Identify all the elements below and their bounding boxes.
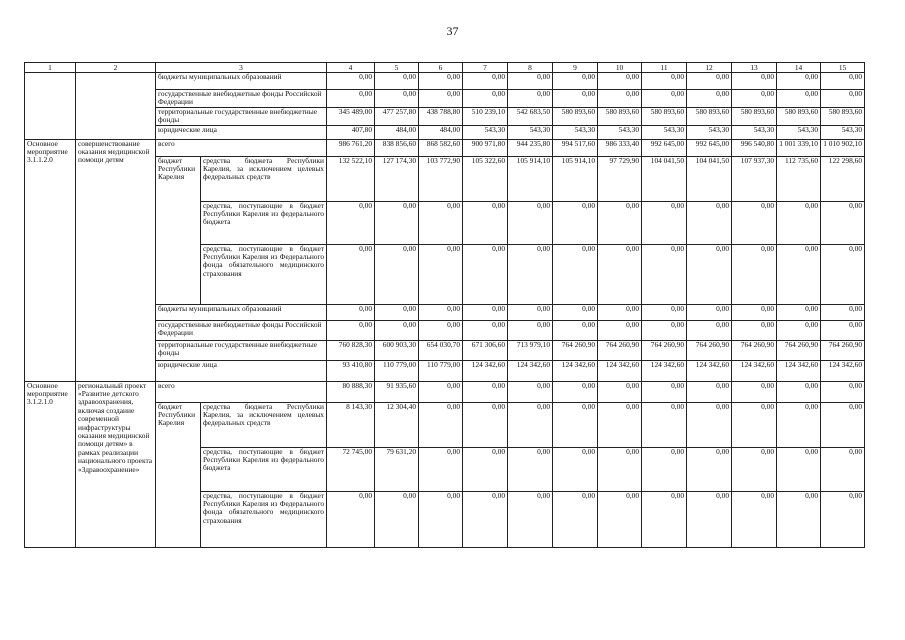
value-cell: 0,00 [687,90,732,108]
value-cell: 0,00 [419,402,463,447]
value-cell: 986 761,20 [327,139,375,156]
value-cell: 0,00 [598,402,642,447]
value-cell: 713 979,10 [508,340,553,360]
value-cell: 0,00 [777,201,821,244]
value-cell: 0,00 [463,304,508,320]
value-cell: 992 645,00 [687,139,732,156]
column-number: 1 [25,63,76,73]
value-cell: 0,00 [508,447,553,491]
value-cell: 543,30 [687,125,732,139]
value-cell: 0,00 [777,447,821,491]
value-cell: 0,00 [508,73,553,90]
value-cell: 104 041,50 [642,156,687,201]
value-cell: 543,30 [553,125,598,139]
value-cell: 91 935,60 [375,381,419,402]
value-cell: 543,30 [598,125,642,139]
value-cell: 0,00 [327,90,375,108]
value-cell: 0,00 [375,244,419,304]
value-cell: 0,00 [777,304,821,320]
value-cell: 12 304,40 [375,402,419,447]
column-number: 12 [687,63,732,73]
value-cell: 0,00 [821,402,865,447]
value-cell: 105 914,10 [553,156,598,201]
value-cell: 0,00 [463,90,508,108]
value-cell: 580 893,60 [642,107,687,125]
funding-source-label: государственные внебюджетные фонды Российской Федерации [156,90,327,108]
value-cell: 0,00 [777,491,821,547]
value-cell: 838 856,60 [375,139,419,156]
value-cell: 0,00 [732,320,777,340]
column-number: 6 [419,63,463,73]
value-cell: 0,00 [777,73,821,90]
value-cell: 0,00 [732,201,777,244]
value-cell: 105 322,60 [463,156,508,201]
value-cell: 0,00 [553,244,598,304]
value-cell: 107 937,30 [732,156,777,201]
value-cell: 0,00 [508,304,553,320]
value-cell: 0,00 [508,402,553,447]
value-cell: 105 914,10 [508,156,553,201]
value-cell: 542 683,50 [508,107,553,125]
value-cell: 0,00 [777,90,821,108]
value-cell: 124 342,60 [821,360,865,381]
value-cell: 580 893,60 [553,107,598,125]
value-cell: 0,00 [821,381,865,402]
value-cell: 0,00 [687,244,732,304]
value-cell: 0,00 [642,491,687,547]
value-cell: 0,00 [463,244,508,304]
value-cell: 992 645,00 [642,139,687,156]
value-cell: 0,00 [463,320,508,340]
value-cell: 0,00 [463,402,508,447]
value-cell: 72 745,00 [327,447,375,491]
value-cell: 0,00 [821,90,865,108]
value-cell: 0,00 [777,381,821,402]
value-cell: 580 893,60 [598,107,642,125]
column-number: 2 [76,63,156,73]
value-cell: 0,00 [553,304,598,320]
value-cell: 110 779,00 [375,360,419,381]
value-cell: 0,00 [732,90,777,108]
value-cell: 0,00 [687,402,732,447]
value-cell: 124 342,60 [642,360,687,381]
column-number: 4 [327,63,375,73]
value-cell: 0,00 [821,447,865,491]
value-cell: 124 342,60 [508,360,553,381]
value-cell: 0,00 [419,447,463,491]
value-cell: 0,00 [598,90,642,108]
value-cell: 0,00 [553,201,598,244]
value-cell: 0,00 [419,201,463,244]
value-cell: 0,00 [821,320,865,340]
value-cell: 0,00 [327,244,375,304]
value-cell: 0,00 [642,402,687,447]
value-cell: 0,00 [821,201,865,244]
value-cell: 0,00 [821,491,865,547]
value-cell: 0,00 [463,73,508,90]
column-number: 11 [642,63,687,73]
funding-source-label: бюджеты муниципальных образований [156,73,327,90]
value-cell: 764 260,90 [598,340,642,360]
value-cell: 0,00 [777,402,821,447]
funding-source-label: всего [156,139,327,156]
value-cell: 0,00 [732,447,777,491]
value-cell: 0,00 [327,491,375,547]
value-cell: 0,00 [598,491,642,547]
funding-source-label: территориальные государственные внебюджетные фонды [156,107,327,125]
value-cell: 124 342,60 [732,360,777,381]
budget-group-label: бюджет Республики Карелия [156,402,201,547]
value-cell: 0,00 [327,304,375,320]
budget-group-label: бюджет Республики Карелия [156,156,201,304]
budget-table [24,62,865,548]
value-cell: 764 260,90 [687,340,732,360]
value-cell: 1 010 902,10 [821,139,865,156]
funding-source-label: государственные внебюджетные фонды Российской Федерации [156,320,327,340]
value-cell: 996 540,80 [732,139,777,156]
value-cell: 764 260,90 [821,340,865,360]
value-cell: 0,00 [642,447,687,491]
funding-source-label: средства бюджета Республики Карелия, за исключением целевых федеральных средств [201,156,327,201]
value-cell: 0,00 [598,447,642,491]
funding-source-label: средства бюджета Республики Карелия, за исключением целевых федеральных средств [201,402,327,447]
value-cell: 0,00 [687,447,732,491]
value-cell: 764 260,90 [642,340,687,360]
column-number: 9 [553,63,598,73]
column-number: 14 [777,63,821,73]
value-cell: 0,00 [732,381,777,402]
value-cell: 0,00 [598,304,642,320]
value-cell: 900 971,80 [463,139,508,156]
funding-source-label: всего [156,381,327,402]
value-cell: 0,00 [598,73,642,90]
value-cell: 0,00 [821,304,865,320]
value-cell: 124 342,60 [687,360,732,381]
value-cell: 0,00 [419,90,463,108]
value-cell: 764 260,90 [777,340,821,360]
value-cell: 0,00 [732,402,777,447]
column-number: 10 [598,63,642,73]
value-cell: 0,00 [732,244,777,304]
value-cell: 510 239,10 [463,107,508,125]
value-cell: 112 735,60 [777,156,821,201]
value-cell: 345 489,00 [327,107,375,125]
funding-source-label: юридические лица [156,125,327,139]
value-cell: 127 174,30 [375,156,419,201]
value-cell: 580 893,60 [732,107,777,125]
value-cell: 477 257,80 [375,107,419,125]
value-cell: 8 143,30 [327,402,375,447]
value-cell: 0,00 [508,320,553,340]
value-cell: 654 030,70 [419,340,463,360]
value-cell: 0,00 [553,447,598,491]
value-cell: 580 893,60 [777,107,821,125]
value-cell: 124 342,60 [463,360,508,381]
value-cell: 0,00 [508,244,553,304]
value-cell: 124 342,60 [598,360,642,381]
value-cell: 0,00 [642,320,687,340]
funding-source-label: территориальные государственные внебюджетные фонды [156,340,327,360]
table-row [25,381,865,402]
measure-title-cell [76,73,156,140]
value-cell: 0,00 [327,73,375,90]
value-cell: 0,00 [642,73,687,90]
value-cell: 0,00 [642,90,687,108]
column-number: 13 [732,63,777,73]
value-cell: 0,00 [327,201,375,244]
table-row [25,73,865,90]
value-cell: 580 893,60 [821,107,865,125]
column-number-row [25,63,865,73]
value-cell: 0,00 [598,320,642,340]
value-cell: 0,00 [777,244,821,304]
value-cell: 0,00 [463,491,508,547]
value-cell: 0,00 [419,381,463,402]
value-cell: 0,00 [553,320,598,340]
measure-title-cell: региональный проект «Развитие детского здравоохранения, включая создание современной инфраструктуры оказания медицинской помощи детям» в рамках реализации национального проекта «Здравоохранение» [76,381,156,547]
table-row [25,139,865,156]
value-cell: 110 779,00 [419,360,463,381]
value-cell: 132 522,10 [327,156,375,201]
value-cell: 600 903,30 [375,340,419,360]
value-cell: 671 306,60 [463,340,508,360]
funding-source-label: средства, поступающие в бюджет Республики Карелия из Федерального фонда обязательного медицинского страхования [201,244,327,304]
funding-source-label: средства, поступающие в бюджет Республики Карелия из Федерального фонда обязательного медицинского страхования [201,491,327,547]
value-cell: 0,00 [598,201,642,244]
value-cell: 868 582,60 [419,139,463,156]
column-number: 5 [375,63,419,73]
value-cell: 0,00 [508,90,553,108]
value-cell: 97 729,90 [598,156,642,201]
value-cell: 0,00 [642,201,687,244]
value-cell: 0,00 [375,90,419,108]
value-cell: 0,00 [508,491,553,547]
value-cell: 0,00 [375,201,419,244]
value-cell: 543,30 [463,125,508,139]
value-cell: 0,00 [419,304,463,320]
funding-source-label: бюджеты муниципальных образований [156,304,327,320]
value-cell: 1 001 339,10 [777,139,821,156]
value-cell: 79 631,20 [375,447,419,491]
value-cell: 0,00 [687,304,732,320]
value-cell: 0,00 [463,447,508,491]
value-cell: 764 260,90 [732,340,777,360]
value-cell: 0,00 [732,304,777,320]
value-cell: 0,00 [687,320,732,340]
value-cell: 0,00 [419,491,463,547]
value-cell: 0,00 [419,320,463,340]
value-cell: 994 517,60 [553,139,598,156]
value-cell: 0,00 [375,320,419,340]
value-cell: 0,00 [553,90,598,108]
value-cell: 0,00 [687,201,732,244]
value-cell: 484,00 [419,125,463,139]
value-cell: 0,00 [508,201,553,244]
value-cell: 124 342,60 [777,360,821,381]
value-cell: 0,00 [327,320,375,340]
value-cell: 0,00 [553,73,598,90]
value-cell: 543,30 [732,125,777,139]
value-cell: 0,00 [732,491,777,547]
value-cell: 944 235,80 [508,139,553,156]
value-cell: 0,00 [375,73,419,90]
funding-source-label: средства, поступающие в бюджет Республики Карелия из федерального бюджета [201,201,327,244]
value-cell: 0,00 [821,244,865,304]
value-cell: 0,00 [777,320,821,340]
value-cell: 0,00 [598,244,642,304]
value-cell: 543,30 [642,125,687,139]
value-cell: 0,00 [463,201,508,244]
measure-code-cell: Основное мероприятие 3.1.2.1.0 [25,381,76,547]
page-number: 37 [446,24,459,38]
value-cell: 543,30 [508,125,553,139]
funding-source-label: юридические лица [156,360,327,381]
column-number: 3 [156,63,327,73]
value-cell: 103 772,90 [419,156,463,201]
value-cell: 93 410,80 [327,360,375,381]
value-cell: 580 893,60 [687,107,732,125]
value-cell: 0,00 [732,73,777,90]
funding-source-label: средства, поступающие в бюджет Республики Карелия из федерального бюджета [201,447,327,491]
value-cell: 0,00 [553,402,598,447]
value-cell: 0,00 [375,491,419,547]
value-cell: 484,00 [375,125,419,139]
value-cell: 0,00 [642,381,687,402]
value-cell: 0,00 [419,244,463,304]
value-cell: 0,00 [598,381,642,402]
value-cell: 104 041,50 [687,156,732,201]
value-cell: 0,00 [642,304,687,320]
column-number: 15 [821,63,865,73]
measure-code-cell [25,73,76,140]
value-cell: 760 828,30 [327,340,375,360]
column-number: 8 [508,63,553,73]
value-cell: 80 888,30 [327,381,375,402]
value-cell: 0,00 [687,381,732,402]
value-cell: 764 260,90 [553,340,598,360]
value-cell: 0,00 [508,381,553,402]
measure-code-cell: Основное мероприятие 3.1.1.2.0 [25,139,76,381]
value-cell: 0,00 [553,491,598,547]
value-cell: 0,00 [553,381,598,402]
value-cell: 122 298,60 [821,156,865,201]
value-cell: 407,80 [327,125,375,139]
value-cell: 438 788,80 [419,107,463,125]
value-cell: 543,30 [777,125,821,139]
value-cell: 0,00 [687,491,732,547]
value-cell: 0,00 [375,304,419,320]
value-cell: 986 333,40 [598,139,642,156]
value-cell: 0,00 [642,244,687,304]
table-body [25,73,865,548]
value-cell: 124 342,60 [553,360,598,381]
value-cell: 0,00 [821,73,865,90]
value-cell: 0,00 [463,381,508,402]
measure-title-cell: совершенствование оказания медицинской помощи детям [76,139,156,381]
column-number: 7 [463,63,508,73]
value-cell: 0,00 [419,73,463,90]
value-cell: 0,00 [687,73,732,90]
value-cell: 543,30 [821,125,865,139]
